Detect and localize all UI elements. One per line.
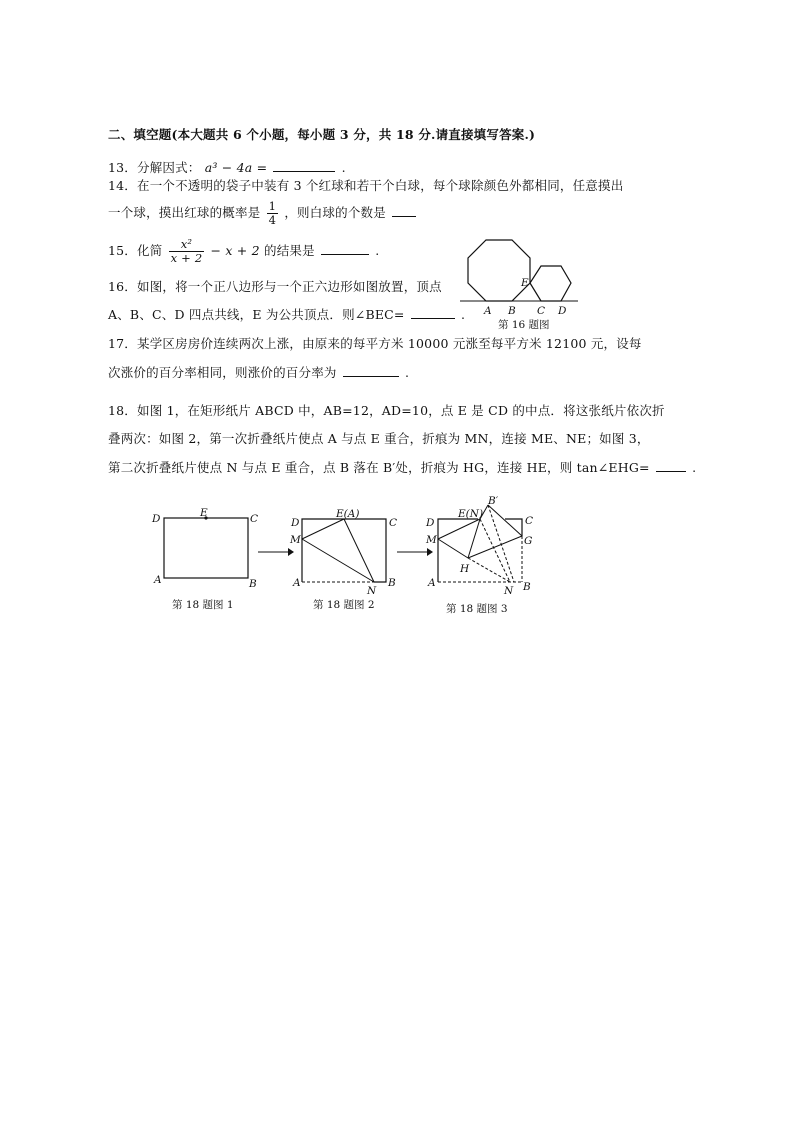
fig16-label-e: E (521, 277, 529, 289)
question-18-line1: 18．如图 1，在矩形纸片 ABCD 中，AB=12，AD=10，点 E 是 CD 的中点．将这张纸片依次折 (108, 403, 665, 418)
fig18-3-dashed-en (480, 519, 510, 582)
fig18-3-label-b: B (523, 581, 531, 593)
fig18-3-label-en: E(N) (458, 508, 484, 520)
figure-18-1-caption: 第 18 题图 1 (172, 599, 234, 611)
fig16-hexagon (530, 266, 571, 301)
figure-18-2-caption: 第 18 题图 2 (313, 599, 375, 611)
q18-text-a: 第二次折叠纸片使点 N 与点 E 重合，点 B 落在 B′处，折痕为 HG，连接 HE，则 tan∠EHG= (108, 460, 650, 475)
fig18-1-label-c: C (250, 513, 259, 525)
fig18-3-label-g: G (524, 535, 533, 547)
question-14-line2 (108, 200, 418, 227)
fig16-label-a: A (484, 305, 492, 317)
question-16-line2 (108, 306, 465, 323)
figure-16 (460, 238, 584, 324)
fig18-1-label-d: D (152, 513, 161, 525)
fig18-3-solid-outline (438, 519, 478, 582)
q15-expression: − x + 2 (210, 243, 260, 258)
figure-18-2 (290, 507, 400, 597)
q15-fraction (169, 238, 205, 265)
q13-period: . (341, 160, 346, 175)
fig18-1-label-e: E (200, 507, 208, 519)
fig18-3-segment-me (438, 519, 480, 539)
fig18-3-label-a: A (428, 577, 436, 589)
q17-period: . (404, 365, 410, 380)
fig18-3-label-h: H (460, 563, 470, 575)
q15-answer-blank[interactable] (321, 242, 369, 255)
q14-frac-denominator: 4 (268, 213, 277, 227)
q14-text-b: ，则白球的个数是 (284, 205, 386, 220)
q17-text-a: 次涨价的百分率相同，则涨价的百分率为 (108, 365, 337, 380)
section-title: 二、填空题(本大题共 6 个小题，每小题 3 分，共 18 分.请直接填写答案.) (108, 127, 536, 142)
fig18-3-segment-mh (438, 539, 468, 558)
fig18-3-label-c: C (525, 515, 534, 527)
q13-expression: a³ − 4a = (204, 160, 268, 175)
q18-period: . (692, 460, 697, 475)
q15-frac-numerator: x² (169, 238, 205, 252)
q13-text: 13．分解因式： (108, 160, 201, 175)
fig18-1-rectangle (164, 518, 248, 578)
fig18-1-label-b: B (249, 578, 257, 590)
question-13 (108, 159, 346, 176)
q14-text-a: 一个球，摸出红球的概率是 (108, 205, 261, 220)
fig18-3-crease-hg (468, 536, 522, 558)
fig16-label-d: D (558, 305, 567, 317)
fig18-2-solid-outline (302, 519, 386, 582)
fig18-3-dashed-hn (468, 558, 510, 582)
fig18-2-crease-mn (302, 539, 374, 582)
figure-16-caption: 第 16 题图 (498, 319, 550, 331)
question-15 (108, 238, 379, 265)
figure-18-3 (426, 495, 542, 597)
fig18-2-label-b: B (388, 577, 396, 589)
q14-frac-numerator: 1 (268, 199, 277, 213)
fig18-3-label-m: M (426, 534, 437, 546)
question-18-line2: 叠两次：如图 2，第一次折叠纸片使点 A 与点 E 重合，折痕为 MN，连接 ME、NE；如图 3， (108, 431, 650, 446)
q16-period: . (460, 307, 466, 322)
fig18-2-label-d: D (291, 517, 300, 529)
q15-period: . (375, 243, 380, 258)
figure-18-3-caption: 第 18 题图 3 (446, 603, 508, 615)
q16-text-a: A、B、C、D 四点共线，E 为公共顶点．则∠BEC= (108, 307, 405, 322)
fig18-2-label-ea: E(A) (336, 508, 360, 520)
q18-answer-blank[interactable] (656, 459, 686, 472)
question-17-line2 (108, 364, 409, 381)
q15-text-b: 的结果是 (264, 243, 315, 258)
fig18-2-label-n: N (367, 585, 377, 597)
fig18-2-label-m: M (290, 534, 301, 546)
fig18-2-label-c: C (389, 517, 398, 529)
q14-answer-blank[interactable] (392, 204, 416, 217)
q15-text-a: 15．化简 (108, 243, 163, 258)
question-17-line1: 17．某学区房房价连续两次上涨，由原来的每平方米 10000 元涨至每平方米 12100 元，设每 (108, 336, 642, 351)
fig18-3-label-d: D (426, 517, 435, 529)
question-14-line1: 14．在一个不透明的袋子中装有 3 个红球和若干个白球，每个球除颜色外都相同，任意摸出 (108, 178, 624, 193)
fig16-label-c: C (537, 305, 546, 317)
q17-answer-blank[interactable] (343, 364, 399, 377)
question-18-line3 (108, 459, 696, 476)
fig18-2-segment-me (302, 519, 344, 539)
fig18-1-label-a: A (154, 574, 162, 586)
fig18-2-label-a: A (293, 577, 301, 589)
arrow-right-icon (258, 547, 294, 557)
q14-fraction (267, 200, 279, 227)
q16-answer-blank[interactable] (411, 306, 455, 319)
question-16-line1: 16．如图，将一个正八边形与一个正六边形如图放置，顶点 (108, 279, 442, 294)
fig18-3-label-n: N (504, 585, 514, 597)
fig18-3-label-b-prime: B′ (488, 495, 499, 507)
fig18-3-segment-he (468, 519, 480, 558)
fig16-label-b: B (508, 305, 516, 317)
q13-answer-blank[interactable] (273, 159, 335, 172)
figure-18-1 (150, 507, 260, 590)
q15-frac-denominator: x + 2 (170, 251, 203, 265)
